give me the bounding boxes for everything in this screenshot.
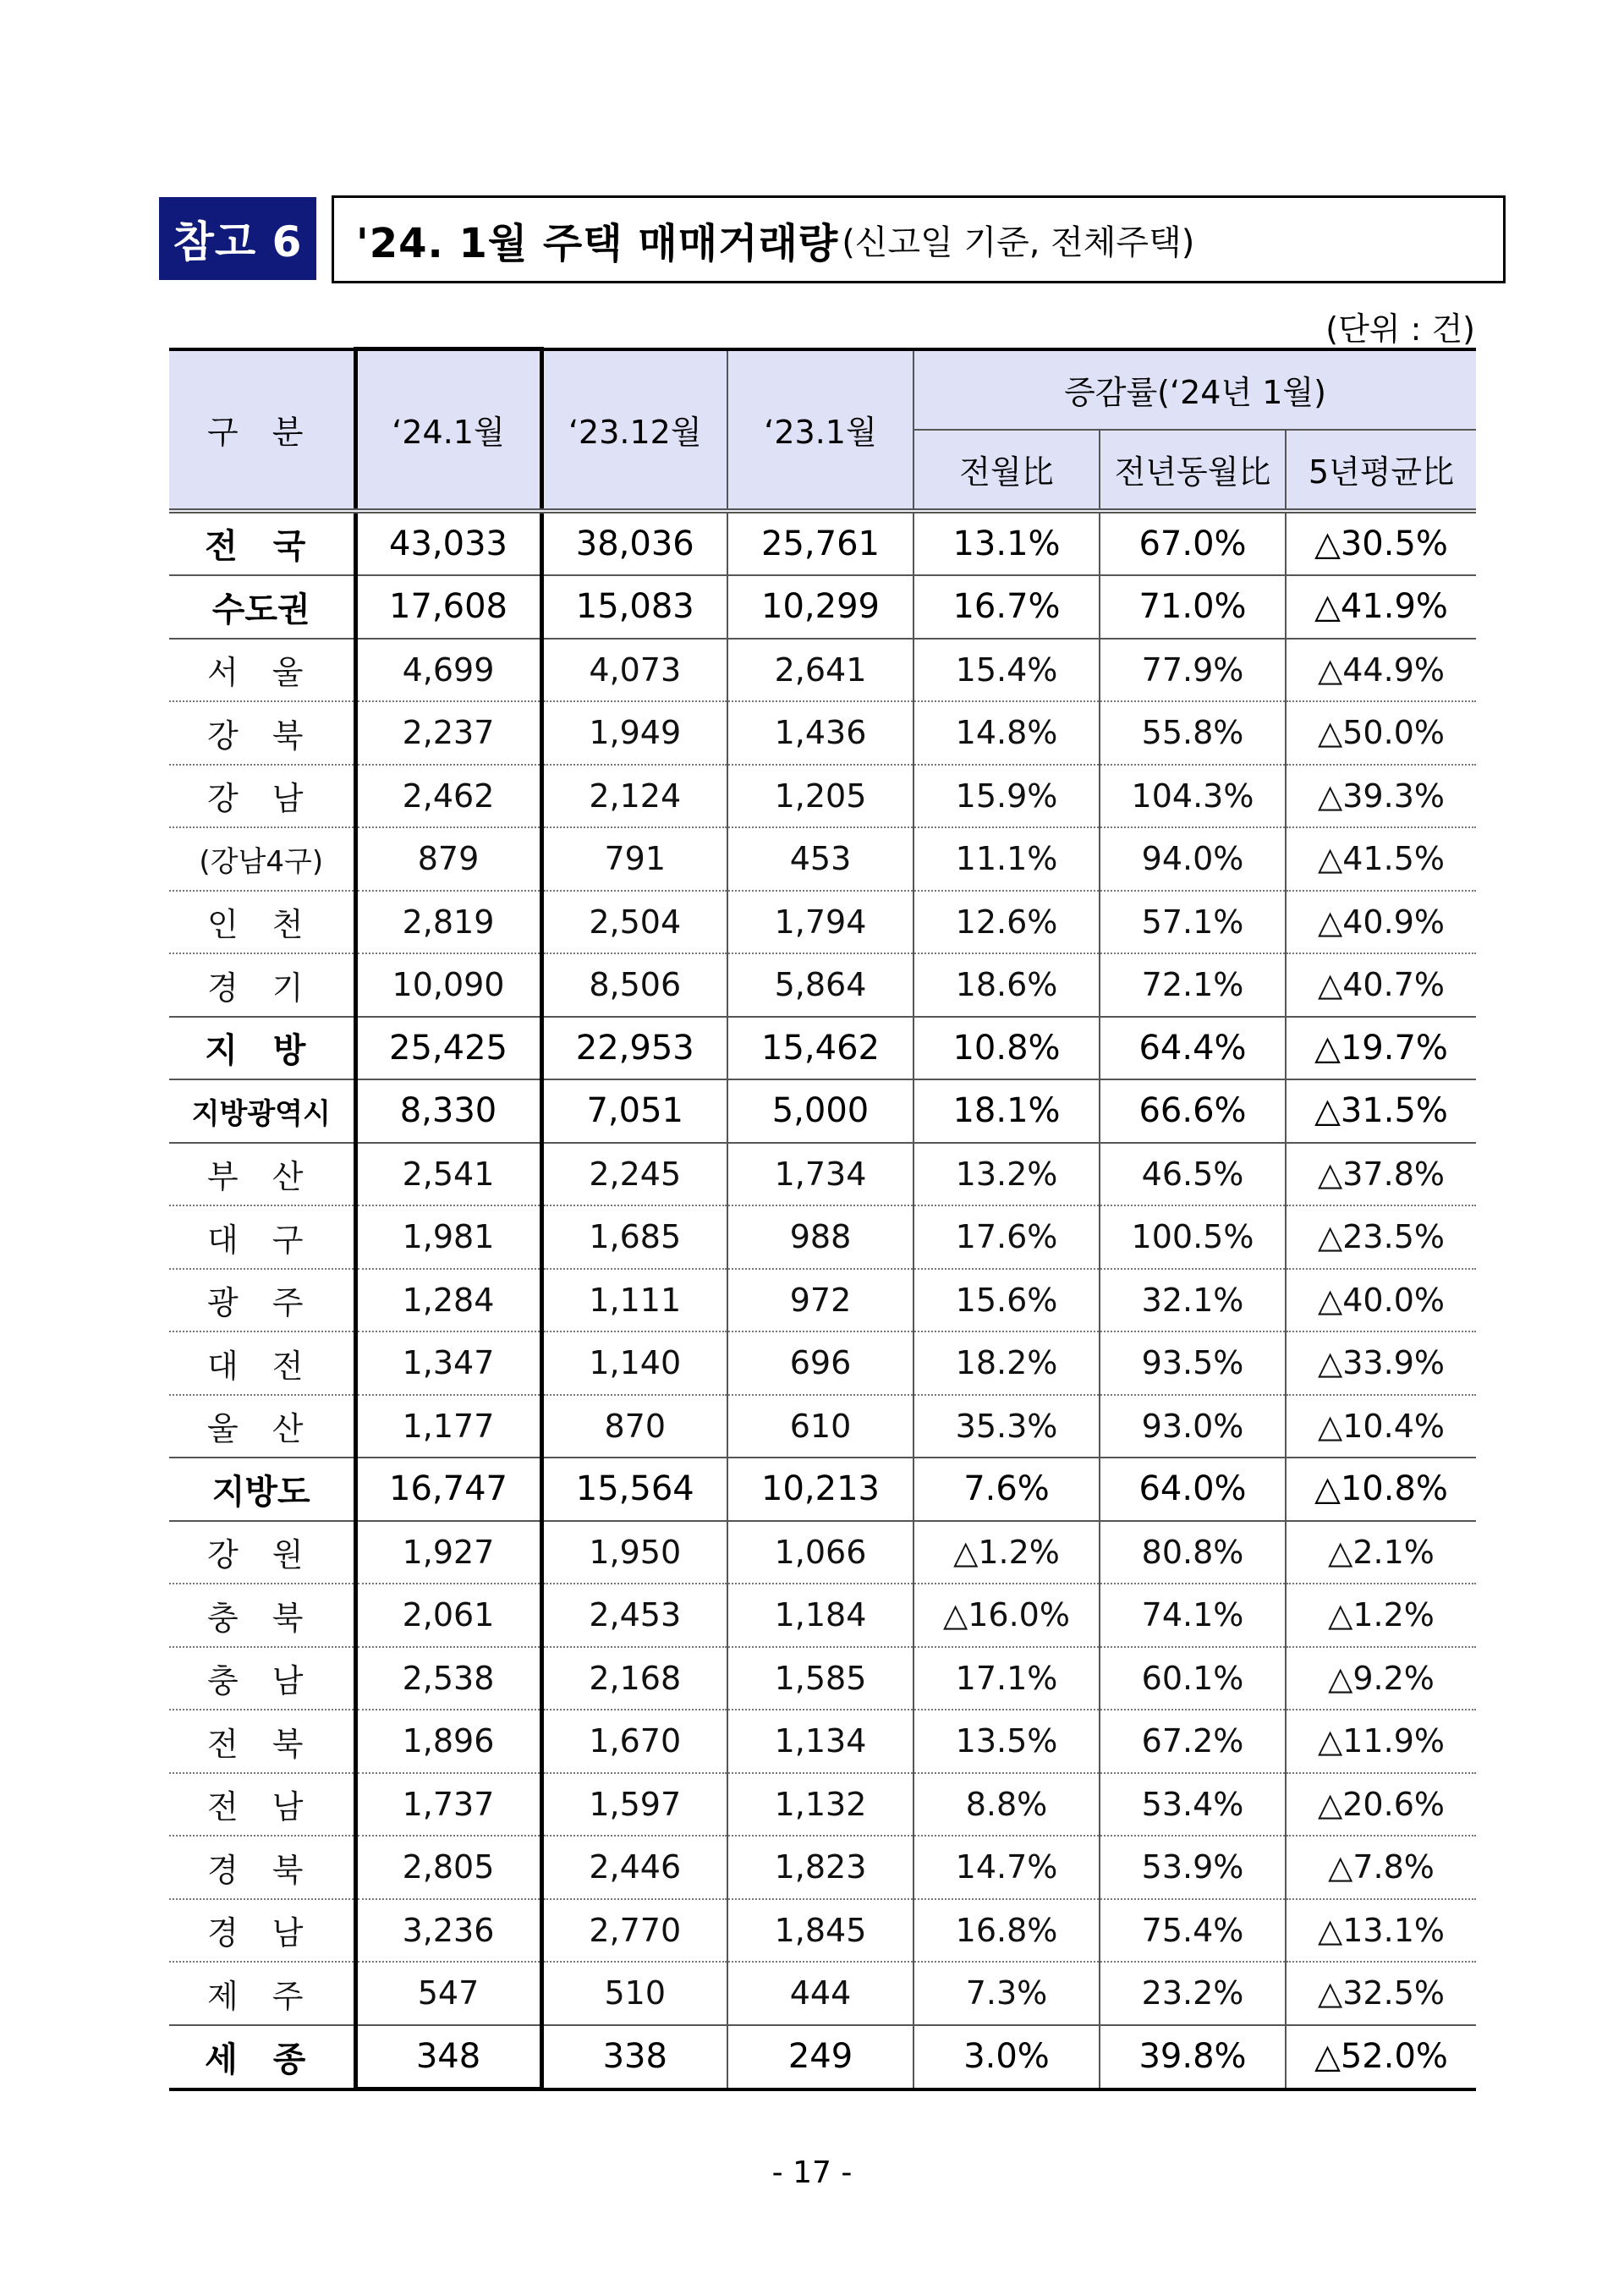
table-row (169, 765, 1476, 828)
table-row (169, 1331, 1476, 1395)
cell-region: 지방도 (169, 1458, 355, 1521)
cell-region: 전 국 (169, 511, 355, 576)
cell-jan-2024: 1,347 (355, 1331, 541, 1395)
cell-jan-2023: 1,184 (727, 1584, 914, 1647)
table-row (169, 1647, 1476, 1710)
cell-dec-2023: 2,245 (541, 1143, 727, 1206)
cell-yoy: 66.6% (1100, 1079, 1286, 1143)
cell-avg5: △41.9% (1286, 575, 1476, 639)
cell-jan-2024: 2,541 (355, 1143, 541, 1206)
table-row (169, 1710, 1476, 1773)
cell-mom: 8.8% (914, 1773, 1100, 1837)
cell-avg5: △1.2% (1286, 1584, 1476, 1647)
table-row (169, 827, 1476, 891)
cell-avg5: △31.5% (1286, 1079, 1476, 1143)
cell-dec-2023: 2,453 (541, 1584, 727, 1647)
cell-jan-2024: 16,747 (355, 1458, 541, 1521)
cell-dec-2023: 2,168 (541, 1647, 727, 1710)
cell-region: 전 남 (169, 1773, 355, 1837)
table-row (169, 1395, 1476, 1458)
cell-dec-2023: 1,597 (541, 1773, 727, 1837)
cell-jan-2023: 444 (727, 1962, 914, 2025)
header-jan-2023: ‘23.1월 (727, 349, 914, 511)
header-dec-2023: ‘23.12월 (541, 349, 727, 511)
cell-avg5: △33.9% (1286, 1331, 1476, 1395)
cell-region: 지 방 (169, 1017, 355, 1080)
cell-region: 제 주 (169, 1962, 355, 2025)
cell-region: 전 북 (169, 1710, 355, 1773)
cell-jan-2023: 5,000 (727, 1079, 914, 1143)
cell-mom: 13.1% (914, 511, 1100, 576)
cell-yoy: 64.0% (1100, 1458, 1286, 1521)
page-number: - 17 - (771, 2155, 853, 2190)
cell-region: 광 주 (169, 1269, 355, 1332)
cell-yoy: 67.2% (1100, 1710, 1286, 1773)
cell-mom: 7.6% (914, 1458, 1100, 1521)
cell-avg5: △7.8% (1286, 1836, 1476, 1899)
cell-region: 충 북 (169, 1584, 355, 1647)
table-row (169, 639, 1476, 702)
cell-mom: △1.2% (914, 1521, 1100, 1584)
cell-yoy: 67.0% (1100, 511, 1286, 576)
cell-jan-2023: 1,132 (727, 1773, 914, 1837)
cell-mom: △16.0% (914, 1584, 1100, 1647)
header-region: 구 분 (169, 349, 355, 511)
cell-avg5: △30.5% (1286, 511, 1476, 576)
transaction-table (169, 347, 1476, 2091)
page-title: '24. 1월 주택 매매거래량 (356, 219, 839, 267)
cell-jan-2024: 547 (355, 1962, 541, 2025)
cell-dec-2023: 15,564 (541, 1458, 727, 1521)
cell-jan-2023: 25,761 (727, 511, 914, 576)
cell-avg5: △52.0% (1286, 2025, 1476, 2089)
cell-jan-2023: 1,823 (727, 1836, 914, 1899)
page-subtitle: (신고일 기준, 전체주택) (842, 222, 1195, 262)
cell-jan-2024: 1,177 (355, 1395, 541, 1458)
table-row (169, 575, 1476, 639)
cell-mom: 7.3% (914, 1962, 1100, 2025)
table-row (169, 891, 1476, 954)
cell-yoy: 39.8% (1100, 2025, 1286, 2089)
cell-mom: 35.3% (914, 1395, 1100, 1458)
cell-region: 대 전 (169, 1331, 355, 1395)
cell-mom: 14.7% (914, 1836, 1100, 1899)
cell-dec-2023: 510 (541, 1962, 727, 2025)
cell-dec-2023: 38,036 (541, 511, 727, 576)
cell-dec-2023: 870 (541, 1395, 727, 1458)
cell-jan-2023: 1,585 (727, 1647, 914, 1710)
table-row (169, 1143, 1476, 1206)
cell-dec-2023: 1,670 (541, 1710, 727, 1773)
cell-jan-2024: 1,896 (355, 1710, 541, 1773)
cell-jan-2023: 453 (727, 827, 914, 891)
cell-avg5: △40.9% (1286, 891, 1476, 954)
cell-jan-2024: 879 (355, 827, 541, 891)
cell-dec-2023: 791 (541, 827, 727, 891)
cell-mom: 15.9% (914, 765, 1100, 828)
cell-avg5: △10.4% (1286, 1395, 1476, 1458)
cell-jan-2023: 1,066 (727, 1521, 914, 1584)
table-row (169, 2025, 1476, 2089)
table-body (169, 511, 1476, 2089)
cell-dec-2023: 338 (541, 2025, 727, 2089)
header-change-group: 증감률(‘24년 1월) (914, 349, 1476, 430)
cell-mom: 10.8% (914, 1017, 1100, 1080)
cell-jan-2023: 988 (727, 1205, 914, 1269)
table-row (169, 1773, 1476, 1837)
cell-mom: 15.4% (914, 639, 1100, 702)
cell-jan-2024: 2,805 (355, 1836, 541, 1899)
cell-yoy: 55.8% (1100, 701, 1286, 765)
cell-yoy: 60.1% (1100, 1647, 1286, 1710)
cell-jan-2023: 2,641 (727, 639, 914, 702)
cell-region: 수도권 (169, 575, 355, 639)
cell-avg5: △39.3% (1286, 765, 1476, 828)
cell-mom: 16.7% (914, 575, 1100, 639)
cell-yoy: 74.1% (1100, 1584, 1286, 1647)
cell-jan-2023: 1,845 (727, 1899, 914, 1963)
table-row (169, 1584, 1476, 1647)
cell-dec-2023: 7,051 (541, 1079, 727, 1143)
cell-avg5: △32.5% (1286, 1962, 1476, 2025)
cell-region: 부 산 (169, 1143, 355, 1206)
cell-jan-2024: 2,538 (355, 1647, 541, 1710)
cell-region: 세 종 (169, 2025, 355, 2089)
cell-dec-2023: 1,685 (541, 1205, 727, 1269)
table-row (169, 953, 1476, 1017)
cell-yoy: 77.9% (1100, 639, 1286, 702)
cell-mom: 15.6% (914, 1269, 1100, 1332)
reference-badge: 참고 6 (159, 197, 316, 280)
cell-avg5: △9.2% (1286, 1647, 1476, 1710)
cell-jan-2024: 17,608 (355, 575, 541, 639)
cell-jan-2024: 2,061 (355, 1584, 541, 1647)
header-jan-2024: ‘24.1월 (355, 349, 541, 511)
cell-jan-2023: 1,134 (727, 1710, 914, 1773)
cell-jan-2023: 249 (727, 2025, 914, 2089)
cell-jan-2023: 15,462 (727, 1017, 914, 1080)
cell-avg5: △44.9% (1286, 639, 1476, 702)
cell-mom: 18.1% (914, 1079, 1100, 1143)
cell-dec-2023: 2,504 (541, 891, 727, 954)
cell-jan-2024: 1,981 (355, 1205, 541, 1269)
cell-mom: 3.0% (914, 2025, 1100, 2089)
cell-dec-2023: 2,770 (541, 1899, 727, 1963)
cell-jan-2024: 4,699 (355, 639, 541, 702)
header-yoy: 전년동월比 (1100, 430, 1286, 511)
cell-yoy: 75.4% (1100, 1899, 1286, 1963)
cell-avg5: △50.0% (1286, 701, 1476, 765)
cell-avg5: △41.5% (1286, 827, 1476, 891)
cell-avg5: △23.5% (1286, 1205, 1476, 1269)
cell-yoy: 53.9% (1100, 1836, 1286, 1899)
cell-avg5: △37.8% (1286, 1143, 1476, 1206)
header-mom: 전월比 (914, 430, 1100, 511)
cell-region: 강 원 (169, 1521, 355, 1584)
cell-yoy: 53.4% (1100, 1773, 1286, 1837)
cell-jan-2023: 1,205 (727, 765, 914, 828)
cell-avg5: △20.6% (1286, 1773, 1476, 1837)
cell-yoy: 94.0% (1100, 827, 1286, 891)
cell-region: 울 산 (169, 1395, 355, 1458)
cell-dec-2023: 1,949 (541, 701, 727, 765)
table-row (169, 1521, 1476, 1584)
table-row (169, 1836, 1476, 1899)
cell-avg5: △19.7% (1286, 1017, 1476, 1080)
cell-mom: 14.8% (914, 701, 1100, 765)
cell-region: 대 구 (169, 1205, 355, 1269)
cell-region: 강 북 (169, 701, 355, 765)
cell-region: 지방광역시 (169, 1079, 355, 1143)
cell-mom: 18.2% (914, 1331, 1100, 1395)
cell-jan-2023: 10,299 (727, 575, 914, 639)
cell-jan-2023: 696 (727, 1331, 914, 1395)
cell-yoy: 80.8% (1100, 1521, 1286, 1584)
cell-yoy: 93.0% (1100, 1395, 1286, 1458)
cell-mom: 12.6% (914, 891, 1100, 954)
table-row (169, 1079, 1476, 1143)
cell-jan-2024: 2,237 (355, 701, 541, 765)
cell-jan-2024: 43,033 (355, 511, 541, 576)
cell-avg5: △40.0% (1286, 1269, 1476, 1332)
cell-yoy: 46.5% (1100, 1143, 1286, 1206)
title-box (332, 195, 1506, 283)
cell-jan-2023: 972 (727, 1269, 914, 1332)
cell-avg5: △11.9% (1286, 1710, 1476, 1773)
cell-region: 인 천 (169, 891, 355, 954)
cell-jan-2024: 1,737 (355, 1773, 541, 1837)
cell-dec-2023: 4,073 (541, 639, 727, 702)
cell-region: 경 기 (169, 953, 355, 1017)
cell-jan-2023: 1,734 (727, 1143, 914, 1206)
cell-region: 경 남 (169, 1899, 355, 1963)
cell-dec-2023: 15,083 (541, 575, 727, 639)
cell-yoy: 64.4% (1100, 1017, 1286, 1080)
cell-mom: 18.6% (914, 953, 1100, 1017)
table-row (169, 1205, 1476, 1269)
cell-yoy: 32.1% (1100, 1269, 1286, 1332)
cell-jan-2023: 10,213 (727, 1458, 914, 1521)
cell-dec-2023: 1,111 (541, 1269, 727, 1332)
cell-jan-2024: 2,462 (355, 765, 541, 828)
cell-jan-2023: 1,436 (727, 701, 914, 765)
cell-mom: 13.5% (914, 1710, 1100, 1773)
cell-region: 서 울 (169, 639, 355, 702)
table-row (169, 1269, 1476, 1332)
cell-mom: 17.1% (914, 1647, 1100, 1710)
table-row (169, 1458, 1476, 1521)
cell-dec-2023: 22,953 (541, 1017, 727, 1080)
cell-dec-2023: 8,506 (541, 953, 727, 1017)
cell-jan-2023: 610 (727, 1395, 914, 1458)
table-row (169, 1899, 1476, 1963)
cell-yoy: 100.5% (1100, 1205, 1286, 1269)
cell-avg5: △40.7% (1286, 953, 1476, 1017)
table-row (169, 701, 1476, 765)
cell-mom: 11.1% (914, 827, 1100, 891)
cell-avg5: △10.8% (1286, 1458, 1476, 1521)
cell-mom: 13.2% (914, 1143, 1100, 1206)
cell-jan-2024: 1,927 (355, 1521, 541, 1584)
cell-yoy: 93.5% (1100, 1331, 1286, 1395)
cell-region: 강 남 (169, 765, 355, 828)
cell-yoy: 57.1% (1100, 891, 1286, 954)
table-row (169, 1017, 1476, 1080)
cell-avg5: △13.1% (1286, 1899, 1476, 1963)
cell-jan-2023: 5,864 (727, 953, 914, 1017)
cell-jan-2024: 10,090 (355, 953, 541, 1017)
cell-jan-2024: 8,330 (355, 1079, 541, 1143)
cell-jan-2024: 25,425 (355, 1017, 541, 1080)
cell-region: (강남4구) (169, 827, 355, 891)
cell-dec-2023: 1,950 (541, 1521, 727, 1584)
unit-label: (단위 : 건) (1325, 310, 1475, 348)
cell-yoy: 71.0% (1100, 575, 1286, 639)
cell-mom: 16.8% (914, 1899, 1100, 1963)
table-row (169, 511, 1476, 576)
cell-dec-2023: 2,446 (541, 1836, 727, 1899)
cell-region: 충 남 (169, 1647, 355, 1710)
cell-dec-2023: 1,140 (541, 1331, 727, 1395)
cell-yoy: 72.1% (1100, 953, 1286, 1017)
cell-jan-2024: 3,236 (355, 1899, 541, 1963)
cell-dec-2023: 2,124 (541, 765, 727, 828)
cell-yoy: 104.3% (1100, 765, 1286, 828)
cell-region: 경 북 (169, 1836, 355, 1899)
cell-avg5: △2.1% (1286, 1521, 1476, 1584)
cell-yoy: 23.2% (1100, 1962, 1286, 2025)
table-row (169, 1962, 1476, 2025)
cell-jan-2024: 348 (355, 2025, 541, 2089)
cell-jan-2024: 2,819 (355, 891, 541, 954)
cell-jan-2023: 1,794 (727, 891, 914, 954)
header-avg5: 5년평균比 (1286, 430, 1476, 511)
cell-mom: 17.6% (914, 1205, 1100, 1269)
cell-jan-2024: 1,284 (355, 1269, 541, 1332)
